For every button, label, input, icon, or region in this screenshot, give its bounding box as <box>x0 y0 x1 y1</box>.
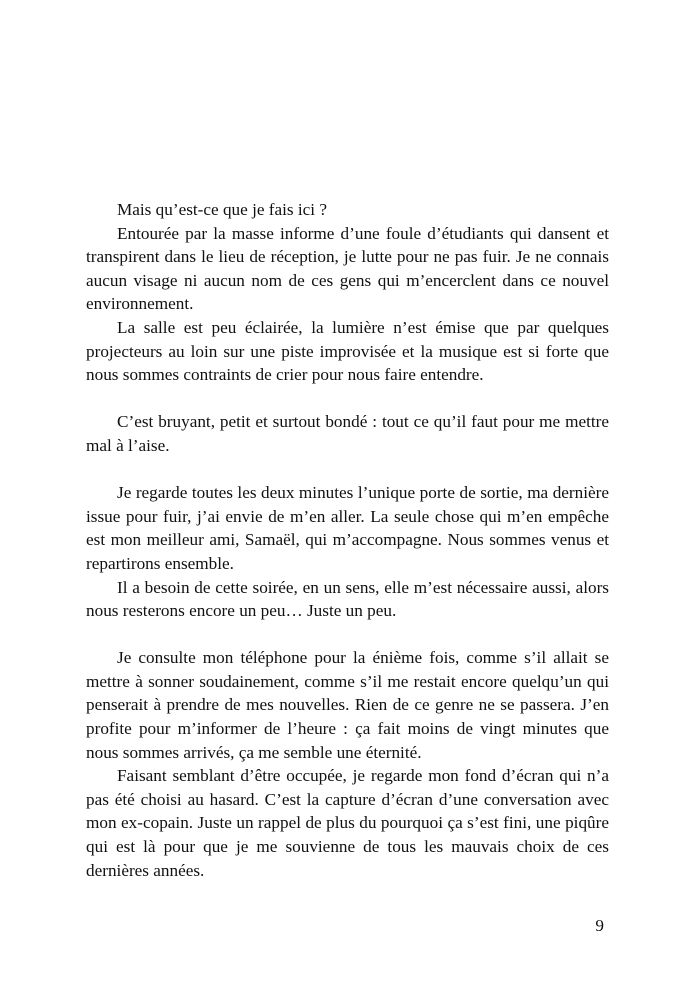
scene-break <box>86 623 609 647</box>
page-number: 9 <box>595 916 604 935</box>
paragraph: Il a besoin de cette soirée, en un sens, elle m’est nécessaire aussi, alors nous resterons encore un peu… Juste un peu. <box>86 577 609 621</box>
paragraph: Je regarde toutes les deux minutes l’unique porte de sortie, ma dernière issue pour fuir, j’ai envie de m’en aller. La seule chose qui m’en empêche est mon meilleur ami, Samaël, qui m’accompagne. Nous sommes venus et repartirons ensemble. <box>86 483 609 573</box>
scene-break <box>86 458 609 482</box>
paragraph: Je consulte mon téléphone pour la énième fois, comme s’il allait se mettre à sonner soudainement, comme s’il me restait encore quelqu’un qui penserait à prendre de mes nouvelles. Rien de ce genre ne se passera. J’en profite pour m’informer de l’heure : ça fait moins de vingt minutes que nous sommes arrivés, ça me semble une éternité. <box>86 648 609 762</box>
paragraph: La salle est peu éclairée, la lumière n’est émise que par quelques projecteurs au loin sur une piste improvisée et la musique est si forte que nous sommes contraints de crier pour nous faire entendre. <box>86 317 609 385</box>
paragraph: C’est bruyant, petit et surtout bondé : tout ce qu’il faut pour me mettre mal à l’aise. <box>86 412 609 455</box>
scene-break <box>86 387 609 411</box>
body-text <box>86 198 609 882</box>
paragraph: Mais qu’est-ce que je fais ici ? <box>117 200 327 219</box>
paragraph: Entourée par la masse informe d’une foule d’étudiants qui dansent et transpirent dans le lieu de réception, je lutte pour ne pas fuir. Je ne connais aucun visage ni aucun nom de ces gens qui m’encerclent dans ce nouvel environnement. <box>86 223 609 314</box>
paragraph: Faisant semblant d’être occupée, je regarde mon fond d’écran qui n’a pas été choisi au hasard. C’est la capture d’écran d’une conversation avec mon ex-copain. Juste un rappel de plus du pourquoi ça s’est fini, une piqûre qui est là pour que je me souvienne de tous les mauvais choix de ces dernières années. <box>86 766 609 880</box>
